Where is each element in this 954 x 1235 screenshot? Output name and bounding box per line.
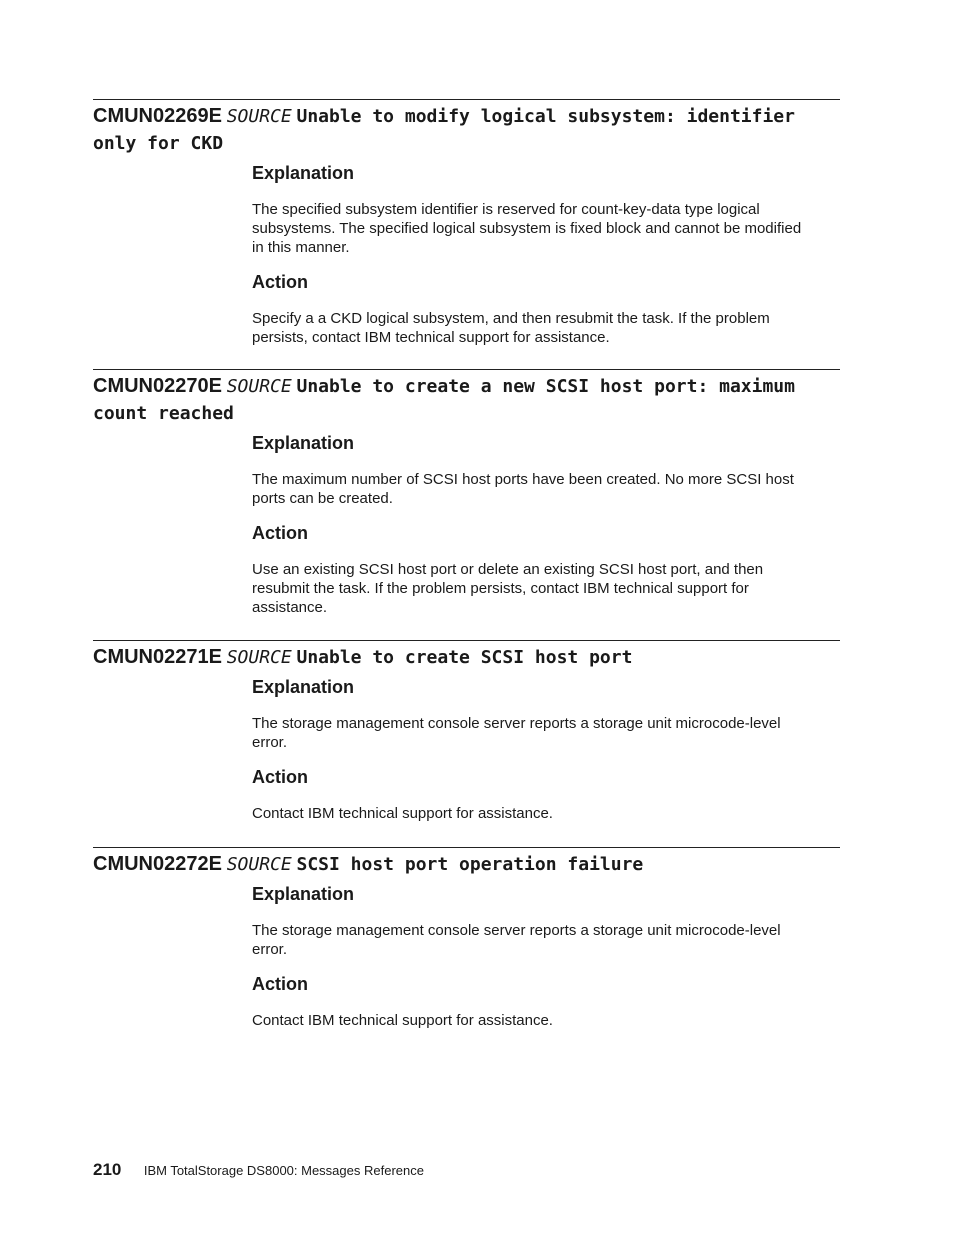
explanation-heading: Explanation — [252, 884, 355, 904]
message-body — [252, 432, 840, 617]
action-heading: Action — [252, 974, 308, 994]
action-line: assistance. — [252, 599, 328, 616]
explanation-line: ports can be created. — [252, 490, 393, 507]
action-heading: Action — [252, 272, 308, 292]
explanation-line: The maximum number of SCSI host ports have been created. No more SCSI host — [252, 471, 794, 488]
document-title: IBM TotalStorage DS8000: Messages Reference — [143, 1163, 424, 1178]
message-title — [93, 848, 840, 878]
page-number: 210 — [93, 1160, 122, 1179]
action-line: Specify a a CKD logical subsystem, and then resubmit the task. If the problem — [252, 310, 770, 327]
action-line: resubmit the task. If the problem persists, contact IBM technical support for — [252, 580, 749, 597]
explanation-line: subsystems. The specified logical subsystem is fixed block and cannot be modified — [252, 220, 802, 237]
action-line: Contact IBM technical support for assistance. — [252, 805, 553, 822]
explanation-line: The storage management console server reports a storage unit microcode-level — [252, 922, 781, 939]
explanation-text — [252, 470, 840, 508]
action-line: Use an existing SCSI host port or delete an existing SCSI host port, and then — [252, 561, 764, 578]
message-source: SOURCE — [226, 106, 292, 127]
message-cmun02269e — [93, 99, 840, 347]
action-text — [252, 1011, 840, 1030]
action-line: Contact IBM technical support for assistance. — [252, 1012, 553, 1029]
explanation-heading: Explanation — [252, 433, 355, 453]
explanation-text — [252, 714, 840, 752]
explanation-line: error. — [252, 734, 288, 751]
message-source: SOURCE — [226, 854, 292, 875]
action-line: persists, contact IBM technical support for assistance. — [252, 329, 610, 346]
message-id: CMUN02270E — [93, 375, 222, 397]
message-body — [252, 162, 840, 347]
message-text-line1: Unable to modify logical subsystem: identifier — [296, 106, 795, 127]
action-text — [252, 560, 840, 617]
explanation-text — [252, 921, 840, 959]
message-source: SOURCE — [226, 376, 292, 397]
message-cmun02270e — [93, 369, 840, 617]
message-title — [93, 641, 840, 671]
message-body — [252, 883, 840, 1030]
message-text-line1: Unable to create SCSI host port — [296, 647, 633, 668]
action-heading: Action — [252, 767, 308, 787]
message-id: CMUN02269E — [93, 105, 222, 127]
message-text-line1: SCSI host port operation failure — [296, 854, 644, 875]
explanation-line: The storage management console server reports a storage unit microcode-level — [252, 715, 781, 732]
message-cmun02271e — [93, 640, 840, 823]
page-footer — [93, 1160, 424, 1180]
explanation-line: in this manner. — [252, 239, 350, 256]
explanation-text — [252, 200, 840, 257]
message-cmun02272e — [93, 847, 840, 1030]
message-text-line2: only for CKD — [93, 133, 224, 154]
message-id: CMUN02271E — [93, 646, 222, 668]
message-title — [93, 370, 840, 427]
action-text — [252, 309, 840, 347]
message-text-line1: Unable to create a new SCSI host port: maximum — [296, 376, 795, 397]
explanation-line: error. — [252, 941, 288, 958]
action-text — [252, 804, 840, 823]
message-text-line2: count reached — [93, 403, 234, 424]
message-source: SOURCE — [226, 647, 292, 668]
message-id: CMUN02272E — [93, 853, 222, 875]
action-heading: Action — [252, 523, 308, 543]
explanation-heading: Explanation — [252, 163, 355, 183]
message-title — [93, 100, 840, 157]
explanation-heading: Explanation — [252, 677, 355, 697]
explanation-line: The specified subsystem identifier is reserved for count-key-data type logical — [252, 201, 760, 218]
message-body — [252, 676, 840, 823]
